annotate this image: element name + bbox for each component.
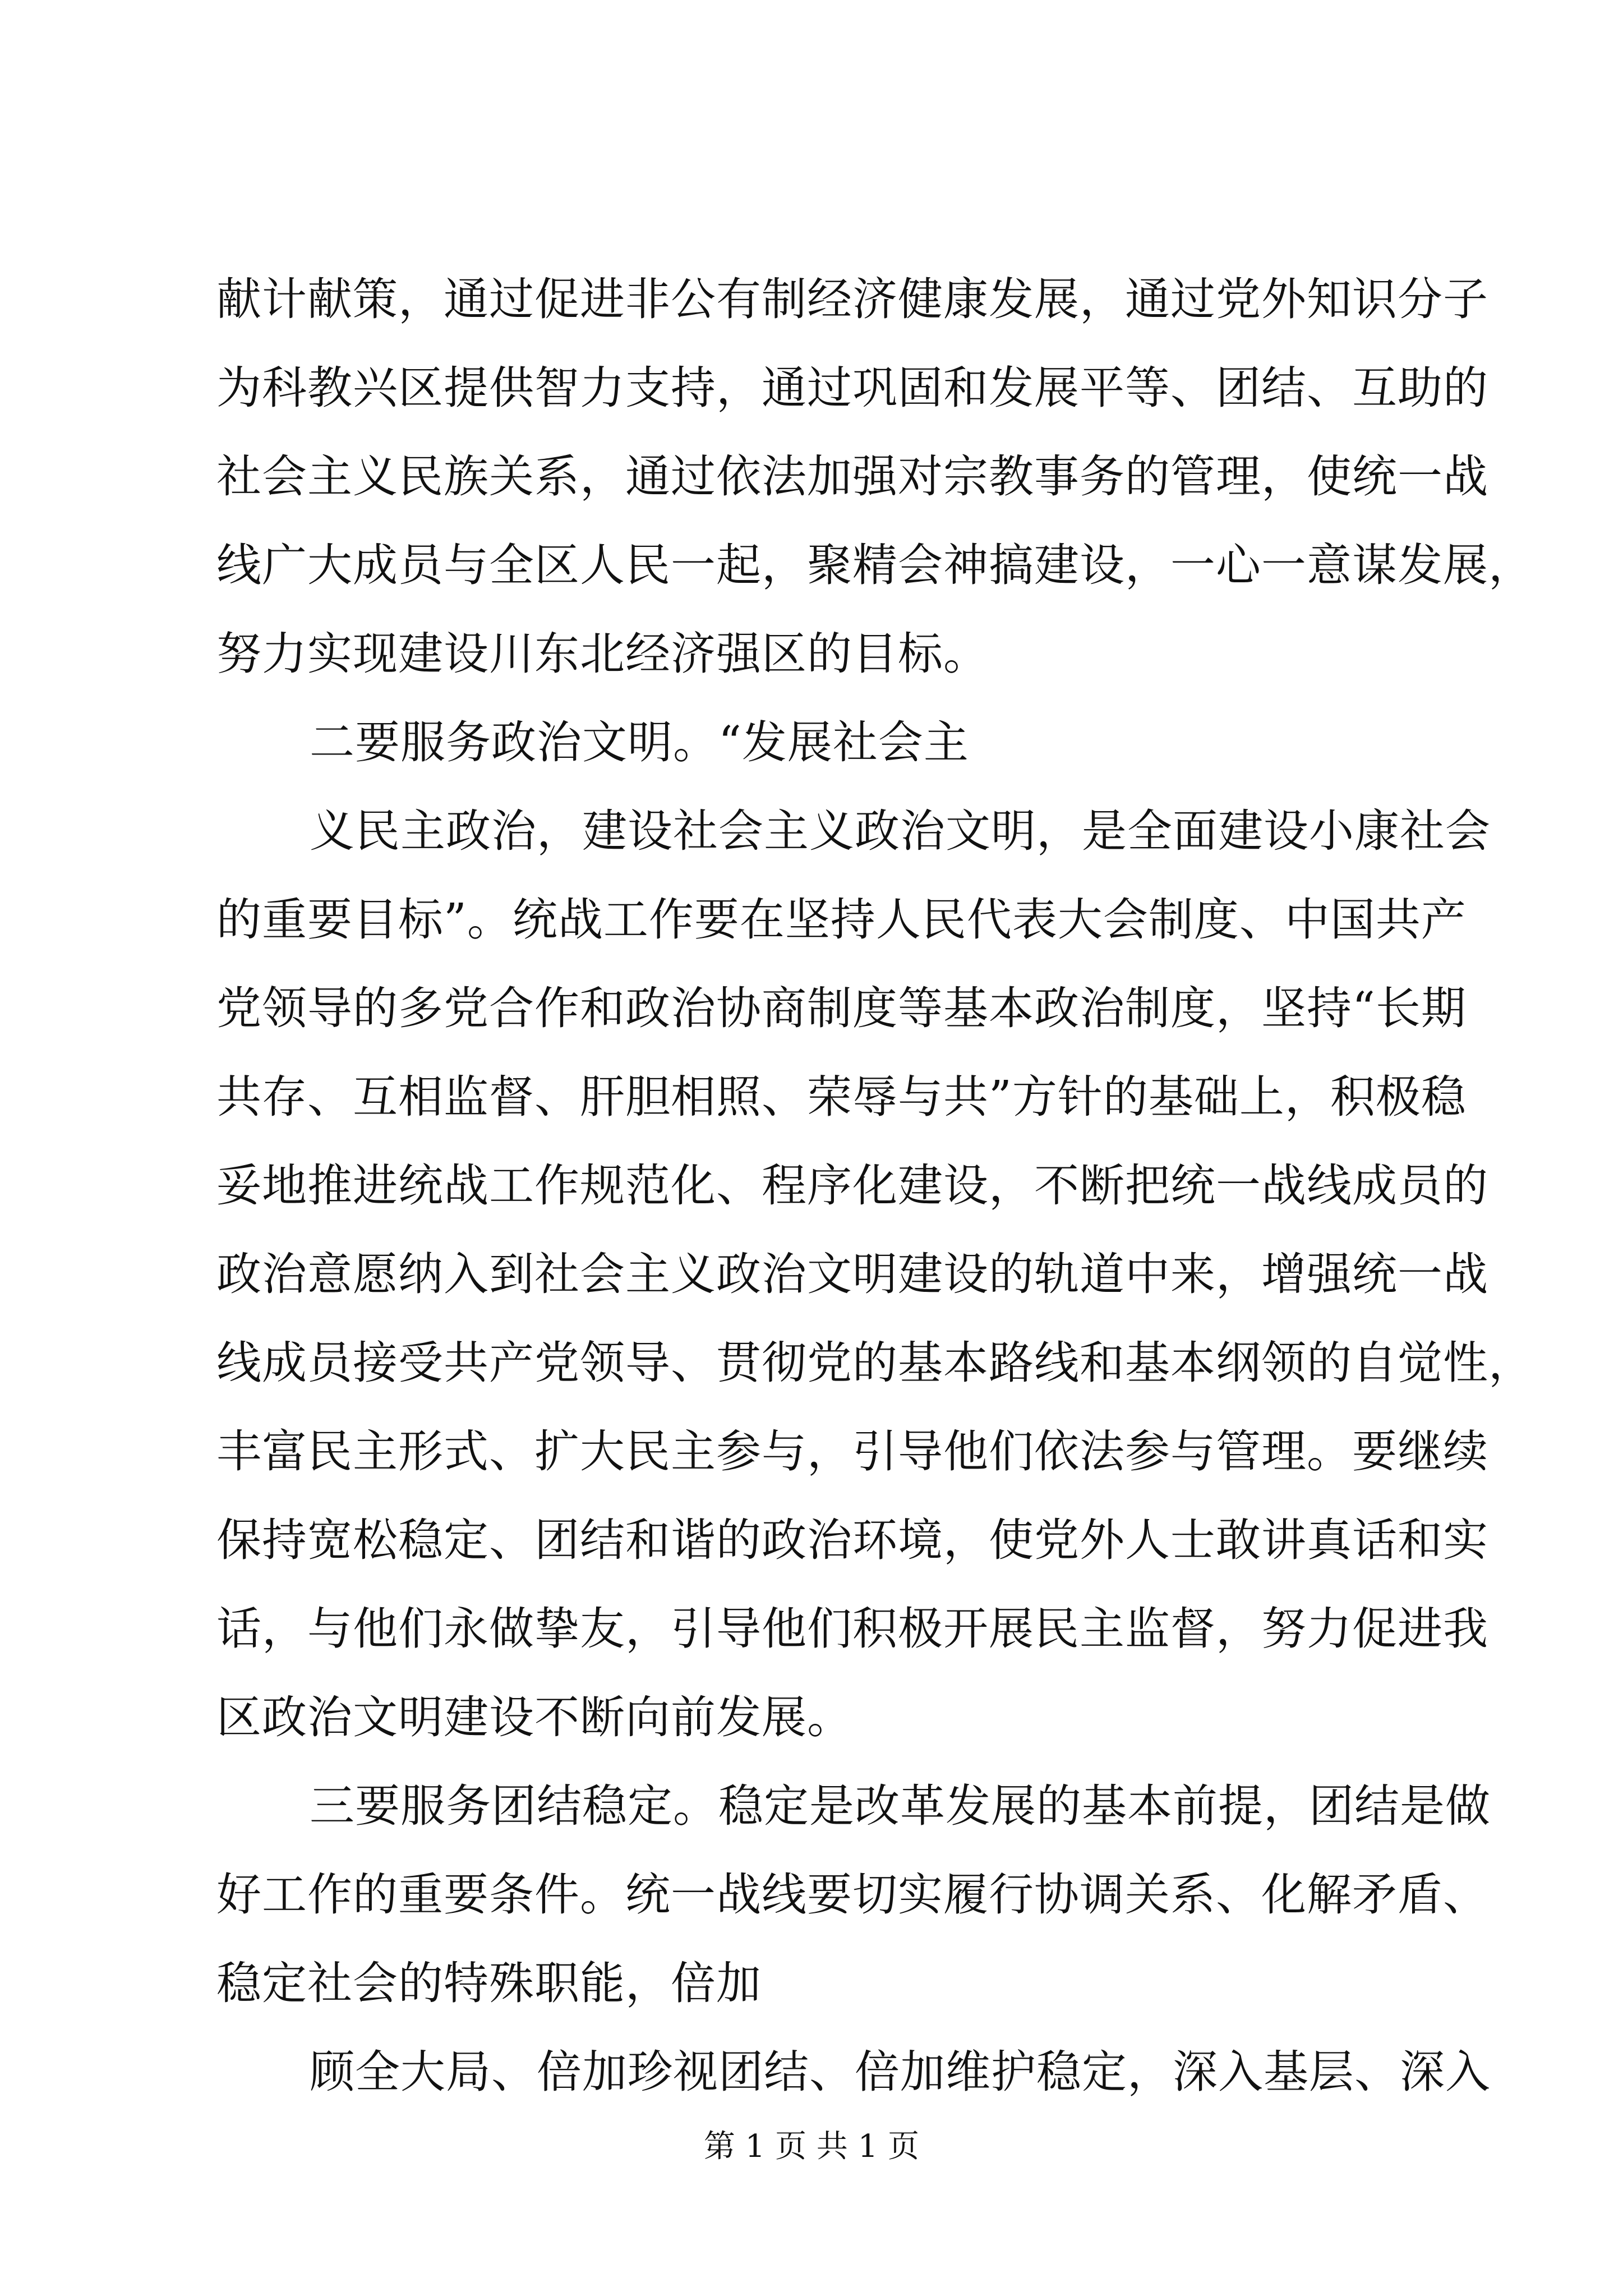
- document-body: [216, 255, 1534, 2116]
- text-line: 线广大成员与全区人民一起，聚精会神搞建设，一心一意谋发展，: [216, 539, 1534, 591]
- text-line: 献计献策，通过促进非公有制经济健康发展，通过党外知识分子: [216, 273, 1488, 325]
- text-line: 党领导的多党合作和政治协商制度等基本政治制度，坚持“长期: [216, 982, 1467, 1034]
- text-line: 的重要目标”。统战工作要在坚持人民代表大会制度、中国共产: [216, 894, 1467, 946]
- text-line: 稳定社会的特殊职能，倍加: [216, 1957, 762, 2009]
- text-line: 为科教兴区提供智力支持，通过巩固和发展平等、团结、互助的: [216, 362, 1488, 414]
- text-line: 丰富民主形式、扩大民主参与，引导他们依法参与管理。要继续: [216, 1425, 1488, 1478]
- text-line: 话，与他们永做挚友，引导他们积极开展民主监督，努力促进我: [216, 1603, 1488, 1655]
- paragraph-start-line: 义民主政治，建设社会主义政治文明，是全面建设小康社会: [310, 805, 1491, 857]
- text-line: 保持宽松稳定、团结和谐的政治环境，使党外人士敢讲真话和实: [216, 1514, 1488, 1566]
- text-line: 社会主义民族关系，通过依法加强对宗教事务的管理，使统一战: [216, 450, 1488, 503]
- text-line: 区政治文明建设不断向前发展。: [216, 1691, 852, 1743]
- paragraph-start-line: 三要服务团结稳定。稳定是改革发展的基本前提，团结是做: [310, 1780, 1491, 1832]
- text-line: 好工作的重要条件。统一战线要切实履行协调关系、化解矛盾、: [216, 1869, 1488, 1921]
- text-line: 线成员接受共产党领导、贯彻党的基本路线和基本纲领的自觉性，: [216, 1337, 1534, 1389]
- text-line: 妥地推进统战工作规范化、程序化建设，不断把统一战线成员的: [216, 1159, 1488, 1212]
- text-line: 努力实现建设川东北经济强区的目标。: [216, 628, 989, 680]
- paragraph-start-line: 顾全大局、倍加珍视团结、倍加维护稳定，深入基层、深入: [310, 2046, 1491, 2098]
- text-line: 共存、互相监督、肝胆相照、荣辱与共”方针的基础上，积极稳: [216, 1071, 1467, 1123]
- text-line: 政治意愿纳入到社会主义政治文明建设的轨道中来，增强统一战: [216, 1248, 1488, 1300]
- paragraph-start-line: 二要服务政治文明。“发展社会主: [310, 716, 969, 769]
- page-number-footer: 第 1 页 共 1 页: [703, 2128, 920, 2165]
